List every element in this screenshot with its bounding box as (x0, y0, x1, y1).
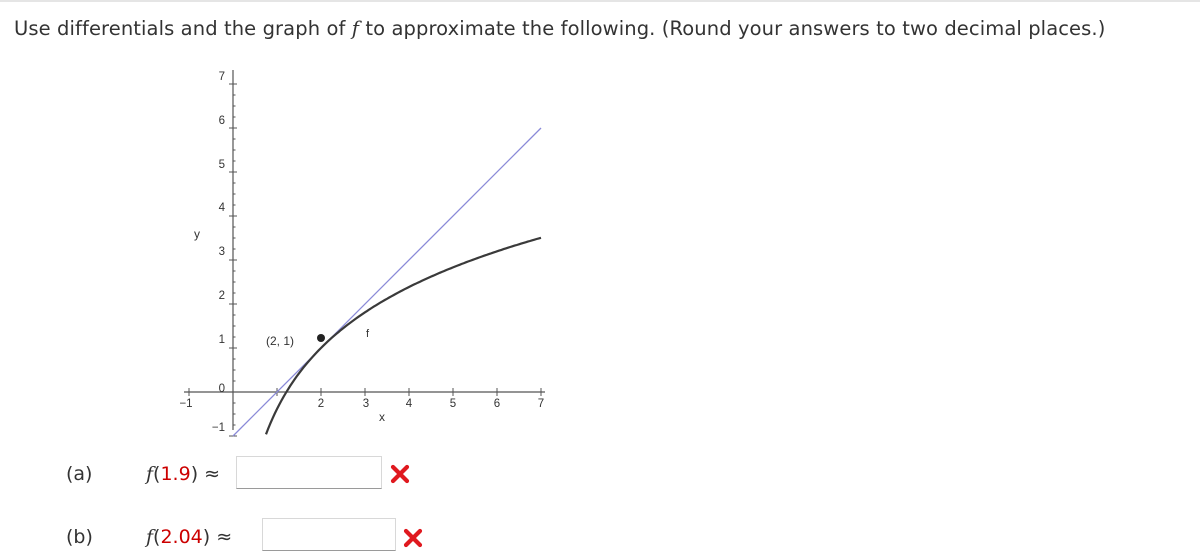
part-a-expression: f(1.9) ≈ (146, 463, 221, 485)
x-tick-label: 5 (449, 398, 457, 410)
y-tick-label: 5 (218, 159, 225, 171)
incorrect-icon (402, 527, 424, 549)
point-label: (2, 1) (266, 334, 295, 348)
x-tick-label: 2 (317, 398, 325, 410)
x-tick-label: 4 (405, 398, 413, 410)
part-a-answer-input[interactable] (236, 456, 382, 489)
y-tick-label: 1 (218, 334, 225, 346)
graph-tick-marks (189, 84, 541, 436)
y-tick-label: −1 (211, 422, 225, 434)
y-tick-label: 6 (218, 115, 225, 127)
y-axis-label: y (194, 227, 200, 241)
curve-label: f (366, 328, 370, 340)
x-tick-label: 3 (362, 398, 370, 410)
point-of-tangency (317, 334, 325, 342)
x-tick-label: 6 (493, 398, 501, 410)
x-tick-label: −1 (179, 398, 193, 410)
x-tick-label: 7 (537, 398, 545, 410)
part-a-label: (a) (66, 463, 93, 485)
part-b-expression: f(2.04) ≈ (146, 526, 233, 548)
incorrect-icon (389, 463, 411, 485)
part-b-answer-input[interactable] (262, 518, 396, 551)
y-tick-label: 0 (218, 383, 225, 395)
y-tick-label: 3 (218, 246, 225, 258)
tangent-line (233, 128, 541, 436)
x-axis-label: x (379, 410, 385, 424)
y-tick-label: 7 (218, 71, 225, 83)
question-text: Use differentials and the graph of f to approximate the following. (Round your answers to two decimal places.) (14, 17, 1106, 40)
y-tick-label: 2 (218, 290, 225, 302)
y-tick-label: 4 (218, 202, 225, 214)
part-b-label: (b) (66, 526, 93, 548)
